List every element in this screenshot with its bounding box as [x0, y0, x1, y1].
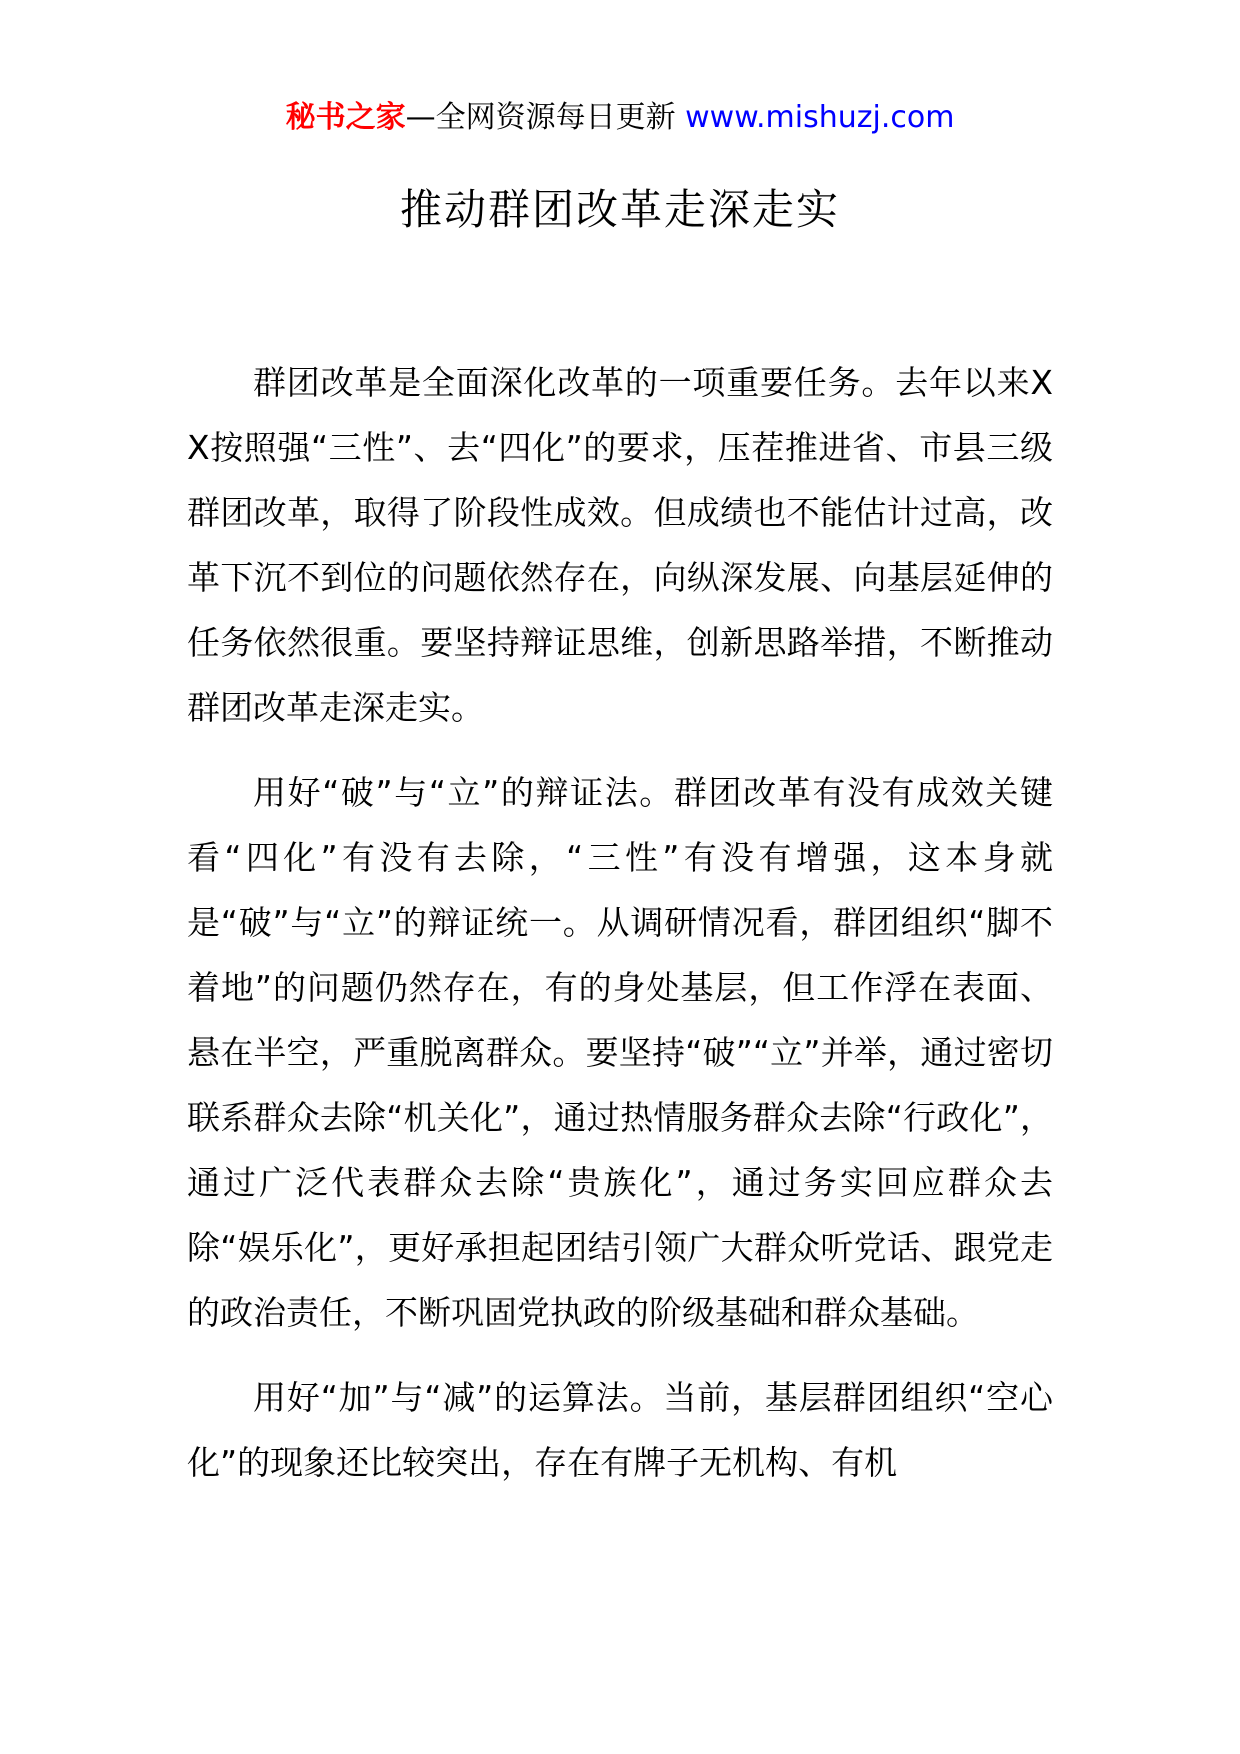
- brand-name: 秘书之家: [285, 100, 406, 135]
- site-slogan: —全网资源每日更新: [405, 100, 676, 135]
- paragraph-intro: 群团改革是全面深化改革的一项重要任务。去年以来XX按照强“三性”、去“四化”的要求，压茬推进省、市县三级群团改革，取得了阶段性成效。但成绩也不能估计过高，改革下沉不到位的问题依然存在，向纵深发展、向基层延伸的任务依然很重。要坚持辩证思维，创新思路举措，不断推动群团改革走深走实。: [187, 363, 1053, 727]
- site-header: [0, 98, 1240, 138]
- document-title: 推动群团改革走深走实: [399, 185, 840, 234]
- document-body: [187, 350, 1053, 1515]
- paragraph-po-li: 用好“破”与“立”的辩证法。群团改革有没有成效关键看“四化”有没有去除，“三性”有没有增强，这本身就是“破”与“立”的辩证统一。从调研情况看，群团组织“脚不着地”的问题仍然存在，有的身处基层，但工作浮在表面、悬在半空，严重脱离群众。要坚持“破”“立”并举，通过密切联系群众去除“机关化”，通过热情服务群众去除“行政化”，通过广泛代表群众去除“贵族化”，通过务实回应群众去除“娱乐化”，更好承担起团结引领广大群众听党话、跟党走的政治责任，不断巩固党执政的阶级基础和群众基础。: [187, 773, 1053, 1332]
- paragraph-jia-jian: 用好“加”与“减”的运算法。当前，基层群团组织“空心化”的现象还比较突出，存在有牌子无机构、有机: [187, 1378, 1053, 1482]
- site-url[interactable]: www.mishuzj.com: [685, 100, 955, 135]
